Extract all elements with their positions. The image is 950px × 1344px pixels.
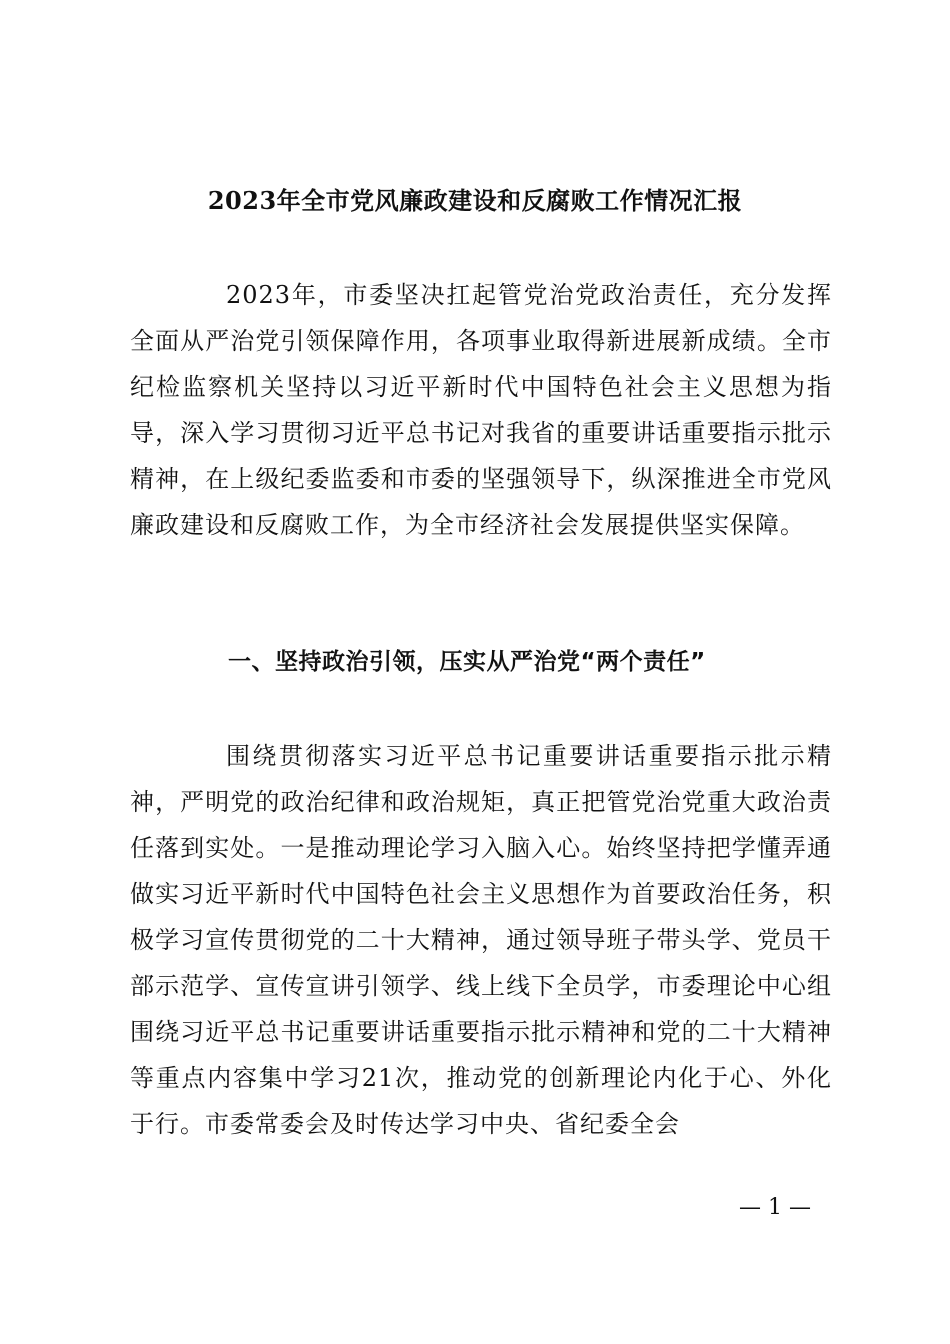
section-paragraph: 围绕贯彻落实习近平总书记重要讲话重要指示批示精神，严明党的政治纪律和政治规矩，真正把管党治党重大政治责任落到实处。一是推动理论学习入脑入心。始终坚持把学懂弄通做实习近平新时代中国特色社会主义思想作为首要政治任务，积极学习宣传贯彻党的二十大精神，通过领导班子带头学、党员干部示范学、宣传宣讲引领学、线上线下全员学，市委理论中心组围绕习近平总书记重要讲话重要指示批示精神和党的二十大精神等重点内容集中学习21次，推动党的创新理论内化于心、外化于行。市委常委会及时传达学习中央、省纪委全会	[130, 742, 832, 1138]
intro-paragraph: 2023年，市委坚决扛起管党治党政治责任，充分发挥全面从严治党引领保障作用，各项事业取得新进展新成绩。全市纪检监察机关坚持以习近平新时代中国特色社会主义思想为指导，深入学习贯彻习近平总书记对我省的重要讲话重要指示批示精神，在上级纪委监委和市委的坚强领导下，纵深推进全市党风廉政建设和反腐败工作，为全市经济社会发展提供坚实保障。	[130, 281, 832, 539]
document-title: 2023年全市党风廉政建设和反腐败工作情况汇报	[207, 186, 743, 215]
section-heading: 一、坚持政治引领，压实从严治党“两个责任”	[228, 649, 706, 675]
page-number: — 1 —	[739, 1195, 811, 1220]
